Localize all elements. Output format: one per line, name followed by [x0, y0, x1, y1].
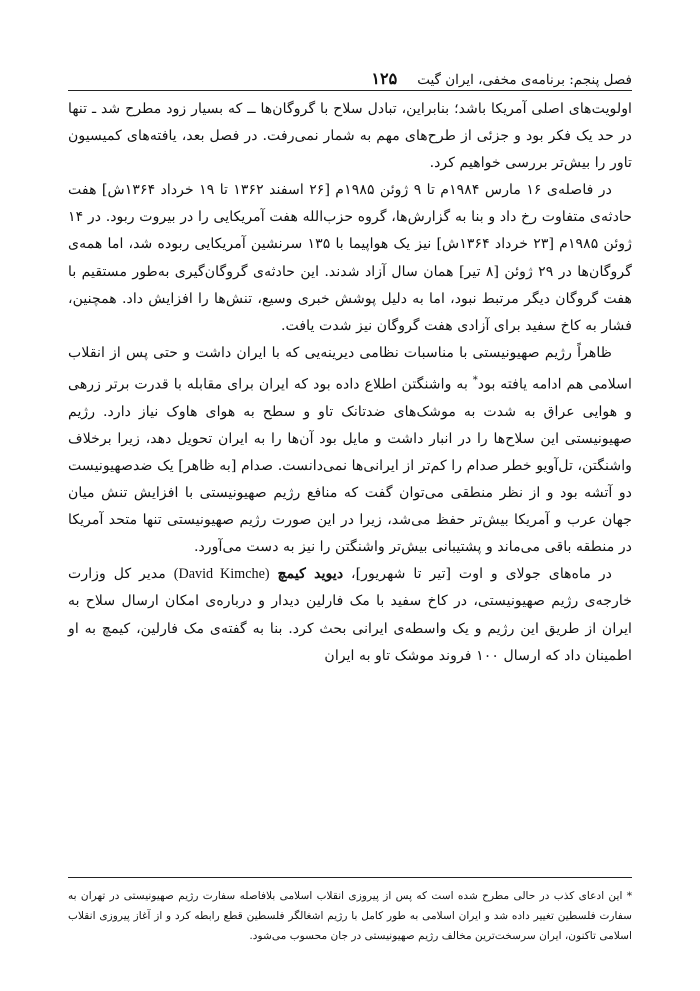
- running-header: [68, 62, 632, 88]
- body-text: [68, 96, 632, 670]
- footnote-rule: [68, 877, 632, 878]
- footnote-reference: *: [472, 374, 478, 386]
- page-number: ۱۲۵: [371, 69, 398, 88]
- footnote: [68, 886, 632, 946]
- paragraph-2: در فاصله‌ی ۱۶ مارس ۱۹۸۴م تا ۹ ژوئن ۱۹۸۵م [۲۶ اسفند ۱۳۶۲ تا ۱۹ خرداد ۱۳۶۴ش] هفت حادثه‌ی متفاوت رخ داد و بنا به گزارش‌ها، گروه حزب‌الله هفت آمریکایی را در بیروت ربود. در ۱۴ ژوئن ۱۹۸۵م [۲۳ خرداد ۱۳۶۴ش] نیز یک هواپیما با ۱۳۵ سرنشین آمریکایی ربوده شد، اما همه‌ی گروگان‌ها در ۲۹ ژوئن [۸ تیر] همان سال آزاد شدند. این حادثه‌ی گروگان‌گیری به‌طور مستقیم با هفت گروگان دیگر مرتبط نبود، اما به دلیل پوشش خبری وسیع، تنش‌ها را افزایش داد. همچنین، فشار به کاخ سفید برای آزادی هفت گروگان نیز شدت یافت.: [68, 182, 632, 334]
- person-name-bold: دیوید کیمچ: [277, 566, 344, 583]
- paragraph-4-part-2: مدیر کل وزارت خارجه‌ی رژیم صهیونیستی، در کاخ سفید با مک فارلین دیدار و درباره‌ی امکان ارسال سلاح به ایران از طریق این رژیم و یک واسطه‌ی ایرانی بحث کرد. بنا به گفته‌ی مک فارلین، کیمچ به او اطمینان داد که ارسال ۱۰۰ فروند موشک تاو به ایران: [68, 566, 632, 664]
- paragraph-4-part-1: در ماه‌های جولای و اوت [تیر تا شهریور]،: [343, 566, 612, 583]
- person-name-latin: (David Kimche): [173, 566, 270, 583]
- paragraph-1: اولویت‌های اصلی آمریکا باشد؛ بنابراین، تبادل سلاح با گروگان‌ها ــ که بسیار زود مطرح شد ـ تنها در حد یک فکر بود و جزئی از طرح‌های مهم به شمار نمی‌رفت. در فصل بعد، یافته‌های کمیسیون تاور را بیش‌تر بررسی خواهیم کرد.: [68, 101, 632, 172]
- footnote-marker: *: [626, 890, 632, 902]
- paragraph-3: [68, 340, 632, 561]
- chapter-title: فصل پنجم: برنامه‌ی مخفی، ایران گیت: [417, 72, 632, 88]
- header-rule: [68, 90, 632, 91]
- paragraph-3-part-1: ظاهراً رژیم صهیونیستی با مناسبات نظامی دیرینه‌یی که با ایران داشت و حتی پس از انقلاب اسلامی هم ادامه یافته بود: [68, 344, 632, 393]
- footnote-text: این ادعای کذب در حالی مطرح شده است که پس از پیروزی انقلاب اسلامی بلافاصله سفارت رژیم صهیونیستی در تهران به سفارت فلسطین تغییر داده شد و ایران اسلامی به طور کامل با رژیم اشغالگر فلسطین قطع رابطه کرد و از آغاز پیروزی انقلاب اسلامی تاکنون، ایران سرسخت‌ترین مخالف رژیم صهیونیستی در جان محسوب می‌شود.: [68, 890, 632, 942]
- paragraph-3-part-2: به واشنگتن اطلاع داده بود که ایران برای مقابله با قدرت برتر زرهی و هوایی عراق به شدت به موشک‌های ضدتانک تاو و سطح به هوای هاوک نیاز دارد. رژیم صهیونیستی این سلاح‌ها را در انبار داشت و مایل بود آن‌ها را به ایران تحویل دهد، زیرا برخلاف واشنگتن، تل‌آویو خطر صدام را کم‌تر از ایرانی‌ها نمی‌دانست. صدام [به ظاهر] یک ضدصهیونیست دو آتشه بود و از نظر منطقی می‌توان گفت که منافع رژیم صهیونیستی با افزایش تنش میان جهان عرب و آمریکا بیش‌تر حفظ می‌شد، زیرا در این صورت رژیم صهیونیستی تنها متحد آمریکا در منطقه باقی می‌ماند و پشتیبانی بیش‌تر واشنگتن را نیز به دست می‌آورد.: [68, 376, 632, 556]
- paragraph-4: [68, 561, 632, 669]
